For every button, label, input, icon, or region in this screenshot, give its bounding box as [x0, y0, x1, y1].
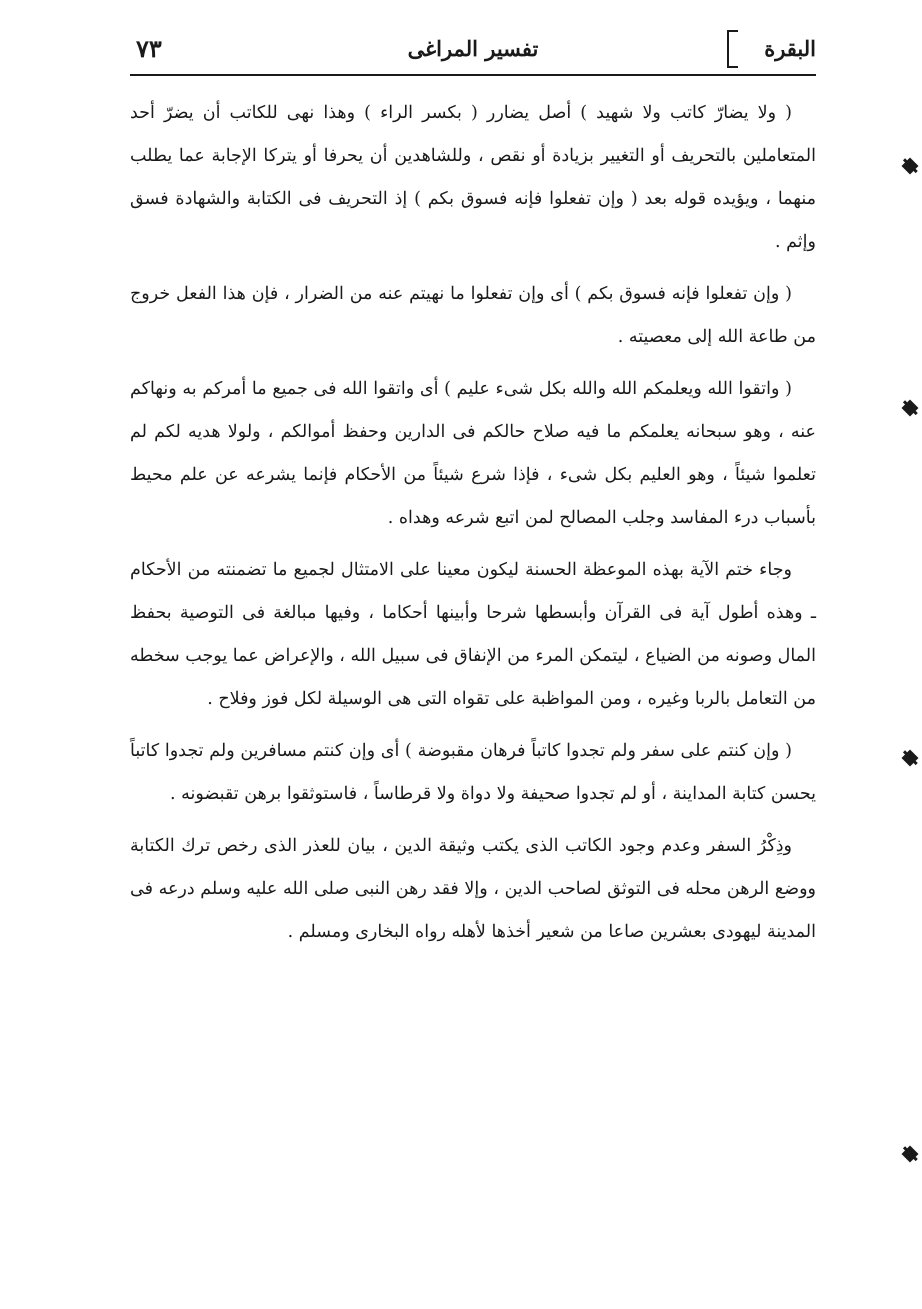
scan-edge-mark: [902, 750, 919, 767]
surah-name: البقرة: [764, 36, 816, 61]
paragraph-1: ( ولا يضارّ كاتب ولا شهيد ) أصل يضارر ( بكسر الراء ) وهذا نهى للكاتب أن يضرّ أحد المتعاملين بالتحريف أو التغيير بزيادة أو نقص ، وللشاهدين أن يحرفا أو يتركا الإجابة عما يطلب منهما ، ويؤيده قوله بعد ( وإن تفعلوا فإنه فسوق بكم ) إذ التحريف فى الكتابة والشهادة فسق وإثم .: [130, 103, 816, 252]
running-header: [130, 30, 816, 76]
paragraph-5: ( وإن كنتم على سفر ولم تجدوا كاتباً فرهان مقبوضة ) أى وإن كنتم مسافرين ولم تجدوا كاتباً يحسن كتابة المداينة ، أو لم تجدوا صحيفة ولا دواة ولا قرطاساً ، فاستوثقوا برهن تقبضونه .: [130, 741, 816, 804]
paragraph-4: وجاء ختم الآية بهذه الموعظة الحسنة ليكون معينا على الامتثال لجميع ما تضمنته من الأحكام ـ وهذه أطول آية فى القرآن وأبسطها شرحا وأبينها أحكاما ، وفيها مبالغة فى التوصية بحفظ المال وصونه من الضياع ، ليتمكن المرء من الإنفاق فى سبيل الله ، والإعراض عما يوجب سخطه من التعامل بالربا وغيره ، ومن المواظبة على تقواه التى هى الوسيلة لكل فوز وفلاح .: [130, 560, 816, 709]
paragraph-3: ( واتقوا الله ويعلمكم الله والله بكل شىء عليم ) أى واتقوا الله فى جميع ما أمركم به ونهاكم عنه ، وهو سبحانه يعلمكم ما فيه صلاح حالكم فى الدارين وحفظ أموالكم ، ولولا هديه لكم لم تعلموا شيئاً ، وهو العليم بكل شىء ، فإذا شرع شيئاً من الأحكام فإنما يشرعه عن علم محيط بأسباب درء المفاسد وجلب المصالح لمن اتبع شرعه وهداه .: [130, 379, 816, 528]
paragraph-6: وذِكْرُ السفر وعدم وجود الكاتب الذى يكتب وثيقة الدين ، بيان للعذر الذى رخص ترك الكتابة ووضع الرهن محله فى التوثق لصاحب الدين ، وإلا فقد رهن النبى صلى الله عليه وسلم درعه فى المدينة ليهودى بعشرين صاعا من شعير أخذها لأهله رواه البخارى ومسلم .: [130, 836, 816, 942]
scan-edge-mark: [902, 1146, 919, 1163]
scan-edge-mark: [902, 158, 919, 175]
body-text: [130, 92, 816, 963]
paragraph-2: ( وإن تفعلوا فإنه فسوق بكم ) أى وإن تفعلوا ما نهيتم عنه من الضرار ، فإن هذا الفعل خروج من طاعة الله إلى معصيته .: [130, 284, 816, 347]
page-number: ٧٣: [136, 34, 162, 63]
header-rule: [130, 74, 816, 76]
book-title: تفسير المراغى: [407, 36, 539, 61]
scan-edge-mark: [902, 400, 919, 417]
